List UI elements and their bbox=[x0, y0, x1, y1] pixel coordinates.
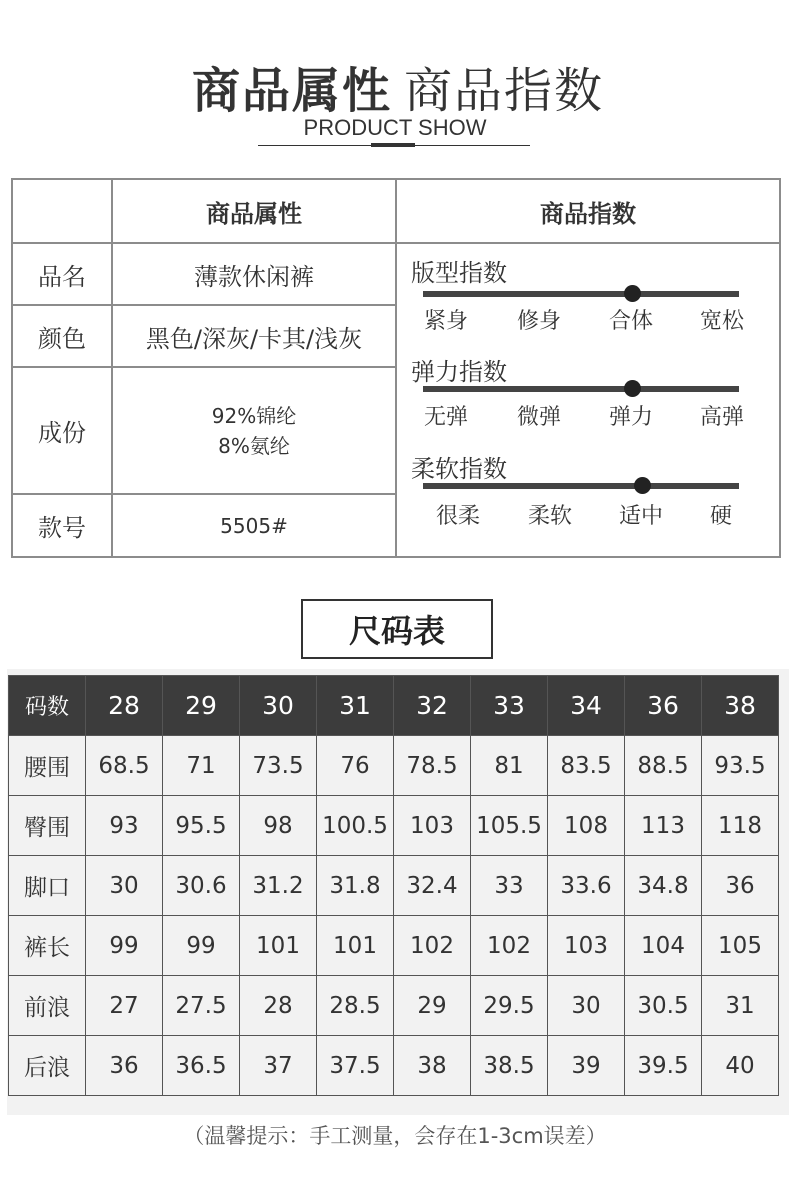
index-level: 适中 bbox=[618, 504, 663, 529]
index-marker-softness bbox=[634, 477, 651, 494]
table-cell: 37.5 bbox=[317, 1036, 394, 1096]
measurement-note: （温馨提示：手工测量，会存在1-3cm误差） bbox=[183, 1124, 607, 1148]
size-header: 31 bbox=[317, 676, 394, 736]
table-cell: 95.5 bbox=[163, 796, 240, 856]
index-level: 修身 bbox=[516, 309, 561, 334]
table-cell: 31 bbox=[702, 976, 779, 1036]
table-cell: 100.5 bbox=[317, 796, 394, 856]
size-chart-title: 尺码表 bbox=[301, 599, 493, 659]
table-cell: 93.5 bbox=[702, 736, 779, 796]
attr-label-material: 成份 bbox=[38, 419, 86, 447]
attr-value-color: 黑色/深灰/卡其/浅灰 bbox=[145, 324, 363, 353]
table-cell: 30.6 bbox=[163, 856, 240, 916]
material-line: 8%氨纶 bbox=[218, 433, 290, 458]
attr-value-name: 薄款休闲裤 bbox=[194, 262, 314, 291]
table-cell: 27 bbox=[86, 976, 163, 1036]
page-title-attributes: 商品属性 bbox=[191, 63, 392, 119]
table-cell: 28.5 bbox=[317, 976, 394, 1036]
attr-label-name: 品名 bbox=[38, 262, 86, 291]
table-row bbox=[9, 1036, 779, 1096]
size-header: 38 bbox=[702, 676, 779, 736]
index-title-fit: 版型指数 bbox=[411, 259, 507, 287]
table-cell: 33 bbox=[471, 856, 548, 916]
index-level: 紧身 bbox=[423, 309, 468, 334]
table-row bbox=[9, 676, 779, 736]
table-cell: 108 bbox=[548, 796, 625, 856]
table-cell: 102 bbox=[471, 916, 548, 976]
table-cell: 71 bbox=[163, 736, 240, 796]
table-cell: 78.5 bbox=[394, 736, 471, 796]
table-cell: 32.4 bbox=[394, 856, 471, 916]
index-level: 硬 bbox=[709, 504, 732, 529]
row-label: 脚口 bbox=[9, 856, 86, 916]
table-cell: 29 bbox=[394, 976, 471, 1036]
table-cell: 102 bbox=[394, 916, 471, 976]
index-bar-stretch bbox=[423, 386, 739, 392]
table-cell: 31.2 bbox=[240, 856, 317, 916]
size-header: 30 bbox=[240, 676, 317, 736]
index-marker-fit bbox=[624, 285, 641, 302]
table-cell: 104 bbox=[625, 916, 702, 976]
table-cell: 93 bbox=[86, 796, 163, 856]
table-cell: 38 bbox=[394, 1036, 471, 1096]
table-cell: 27.5 bbox=[163, 976, 240, 1036]
size-header: 29 bbox=[163, 676, 240, 736]
size-chart bbox=[7, 669, 789, 1115]
table-row bbox=[9, 856, 779, 916]
table-row bbox=[9, 976, 779, 1036]
index-level: 高弹 bbox=[699, 405, 744, 430]
index-level: 宽松 bbox=[699, 309, 744, 334]
table-cell: 83.5 bbox=[548, 736, 625, 796]
index-title-stretch: 弹力指数 bbox=[411, 358, 507, 386]
table-cell: 37 bbox=[240, 1036, 317, 1096]
table-cell: 28 bbox=[240, 976, 317, 1036]
table-row bbox=[9, 916, 779, 976]
page-title-index: 商品指数 bbox=[404, 63, 605, 119]
table-cell: 105.5 bbox=[471, 796, 548, 856]
size-header: 33 bbox=[471, 676, 548, 736]
table-cell: 99 bbox=[163, 916, 240, 976]
table-cell: 30 bbox=[548, 976, 625, 1036]
table-cell: 36 bbox=[702, 856, 779, 916]
index-bar-softness bbox=[423, 483, 739, 489]
index-level: 微弹 bbox=[516, 405, 561, 430]
size-header: 36 bbox=[625, 676, 702, 736]
table-cell: 99 bbox=[86, 916, 163, 976]
table-cell: 39 bbox=[548, 1036, 625, 1096]
table-cell: 68.5 bbox=[86, 736, 163, 796]
table-cell: 103 bbox=[394, 796, 471, 856]
attr-value-material bbox=[113, 368, 395, 493]
table-cell: 101 bbox=[240, 916, 317, 976]
table-cell: 40 bbox=[702, 1036, 779, 1096]
size-table bbox=[8, 675, 779, 1096]
material-line: 92%锦纶 bbox=[211, 403, 297, 428]
row-label: 前浪 bbox=[9, 976, 86, 1036]
size-header: 34 bbox=[548, 676, 625, 736]
table-cell: 76 bbox=[317, 736, 394, 796]
attr-label-color: 颜色 bbox=[38, 324, 86, 353]
index-level: 很柔 bbox=[435, 504, 480, 529]
attr-label-style-number: 款号 bbox=[38, 514, 86, 542]
table-cell: 30.5 bbox=[625, 976, 702, 1036]
table-cell: 29.5 bbox=[471, 976, 548, 1036]
index-level: 柔软 bbox=[527, 504, 572, 529]
table-cell: 101 bbox=[317, 916, 394, 976]
row-label: 臀围 bbox=[9, 796, 86, 856]
row-label: 腰围 bbox=[9, 736, 86, 796]
table-cell: 73.5 bbox=[240, 736, 317, 796]
index-marker-stretch bbox=[624, 380, 641, 397]
page-subtitle: PRODUCT SHOW bbox=[303, 115, 487, 140]
table-cell: 30 bbox=[86, 856, 163, 916]
column-header-index: 商品指数 bbox=[540, 199, 636, 228]
index-level: 弹力 bbox=[608, 405, 653, 430]
table-cell: 34.8 bbox=[625, 856, 702, 916]
table-cell: 39.5 bbox=[625, 1036, 702, 1096]
table-cell: 98 bbox=[240, 796, 317, 856]
subtitle-underline-accent bbox=[371, 143, 415, 147]
table-cell: 88.5 bbox=[625, 736, 702, 796]
index-bar-fit bbox=[423, 291, 739, 297]
size-header-label: 码数 bbox=[9, 676, 86, 736]
table-cell: 38.5 bbox=[471, 1036, 548, 1096]
row-label: 裤长 bbox=[9, 916, 86, 976]
table-cell: 36 bbox=[86, 1036, 163, 1096]
index-title-softness: 柔软指数 bbox=[411, 455, 507, 483]
table-cell: 81 bbox=[471, 736, 548, 796]
table-cell: 118 bbox=[702, 796, 779, 856]
table-row bbox=[9, 796, 779, 856]
row-label: 后浪 bbox=[9, 1036, 86, 1096]
size-header: 32 bbox=[394, 676, 471, 736]
attr-value-style-number: 5505# bbox=[220, 513, 288, 538]
table-cell: 33.6 bbox=[548, 856, 625, 916]
table-cell: 36.5 bbox=[163, 1036, 240, 1096]
table-cell: 105 bbox=[702, 916, 779, 976]
size-header: 28 bbox=[86, 676, 163, 736]
index-level: 无弹 bbox=[423, 405, 468, 430]
table-cell: 31.8 bbox=[317, 856, 394, 916]
table-cell: 103 bbox=[548, 916, 625, 976]
index-level: 合体 bbox=[608, 309, 653, 334]
table-row bbox=[9, 736, 779, 796]
column-header-attributes: 商品属性 bbox=[206, 199, 302, 228]
table-cell: 113 bbox=[625, 796, 702, 856]
